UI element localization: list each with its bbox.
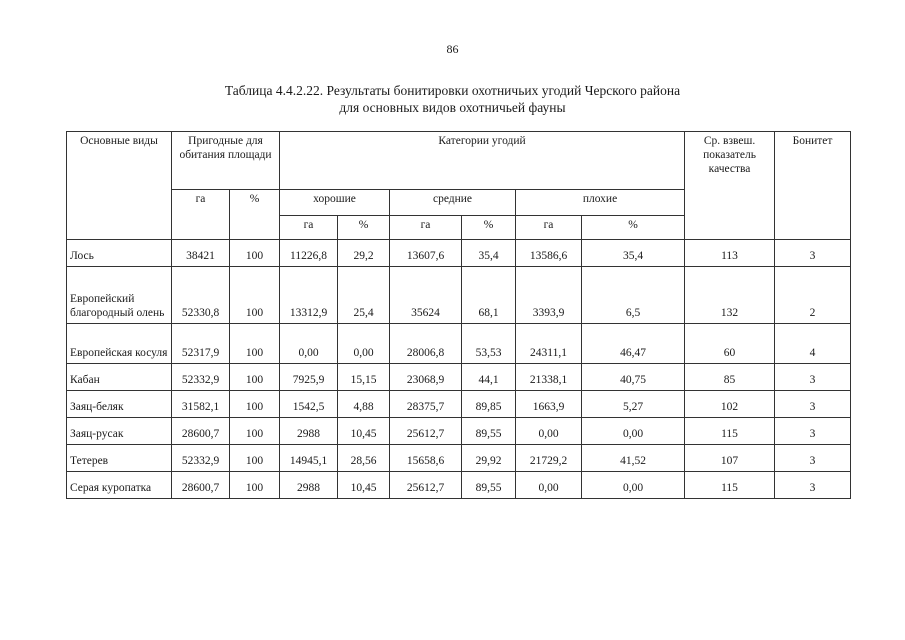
table-row [67,324,851,364]
cell-bonitet: 2 [775,267,851,324]
cell-good-pct: 0,00 [338,324,390,364]
cell-area-pct: 100 [230,445,280,472]
header-area-ha: га [172,190,230,240]
cell-medium-pct: 89,55 [462,418,516,445]
caption-line-2: для основных видов охотничьей фауны [339,100,566,115]
caption-line-1: Таблица 4.4.2.22. Результаты бонитировки охотничьих угодий Черского района [224,83,681,98]
cell-species: Заяц-беляк [67,391,172,418]
cell-bonitet: 3 [775,472,851,499]
cell-area-ha: 52317,9 [172,324,230,364]
cell-area-pct: 100 [230,267,280,324]
header-species: Основные виды [67,132,172,240]
cell-poor-pct: 0,00 [582,418,685,445]
cell-good-pct: 25,4 [338,267,390,324]
cell-species: Лось [67,240,172,267]
cell-quality: 107 [685,445,775,472]
cell-poor-ha: 21729,2 [516,445,582,472]
cell-medium-pct: 89,85 [462,391,516,418]
cell-poor-ha: 0,00 [516,472,582,499]
cell-good-pct: 4,88 [338,391,390,418]
cell-medium-ha: 28375,7 [390,391,462,418]
cell-quality: 132 [685,267,775,324]
cell-bonitet: 4 [775,324,851,364]
cell-good-ha: 7925,9 [280,364,338,391]
cell-area-ha: 28600,7 [172,472,230,499]
cell-poor-pct: 5,27 [582,391,685,418]
cell-good-ha: 14945,1 [280,445,338,472]
cell-bonitet: 3 [775,418,851,445]
cell-good-ha: 2988 [280,418,338,445]
table-row [67,391,851,418]
cell-good-pct: 29,2 [338,240,390,267]
cell-medium-pct: 35,4 [462,240,516,267]
cell-good-ha: 2988 [280,472,338,499]
cell-area-pct: 100 [230,418,280,445]
cell-area-ha: 52330,8 [172,267,230,324]
cell-quality: 60 [685,324,775,364]
cell-medium-ha: 23068,9 [390,364,462,391]
cell-medium-ha: 35624 [390,267,462,324]
header-poor-pct: % [582,216,685,240]
table-row [67,445,851,472]
cell-good-pct: 10,45 [338,472,390,499]
table-row [67,472,851,499]
cell-area-pct: 100 [230,240,280,267]
cell-bonitet: 3 [775,445,851,472]
cell-poor-ha: 21338,1 [516,364,582,391]
cell-medium-pct: 44,1 [462,364,516,391]
cell-area-ha: 52332,9 [172,364,230,391]
cell-good-ha: 1542,5 [280,391,338,418]
cell-poor-ha: 13586,6 [516,240,582,267]
cell-bonitet: 3 [775,240,851,267]
cell-medium-pct: 29,92 [462,445,516,472]
cell-good-pct: 15,15 [338,364,390,391]
table-caption [0,82,905,116]
cell-species: Заяц-русак [67,418,172,445]
cell-area-ha: 38421 [172,240,230,267]
cell-good-pct: 10,45 [338,418,390,445]
cell-area-ha: 28600,7 [172,418,230,445]
header-categories: Категории угодий [280,132,685,190]
cell-species: Серая куропатка [67,472,172,499]
cell-species: Европейская косуля [67,324,172,364]
cell-good-pct: 28,56 [338,445,390,472]
cell-poor-pct: 35,4 [582,240,685,267]
cell-poor-ha: 1663,9 [516,391,582,418]
cell-medium-pct: 89,55 [462,472,516,499]
cell-quality: 115 [685,418,775,445]
table-row [67,240,851,267]
header-good: хорошие [280,190,390,216]
page-number: 86 [446,42,459,56]
header-suitable-area: Пригодные для обитания площади [172,132,280,190]
header-poor: плохие [516,190,685,216]
header-area-pct: % [230,190,280,240]
cell-medium-ha: 28006,8 [390,324,462,364]
cell-medium-pct: 68,1 [462,267,516,324]
header-bonitet: Бонитет [775,132,851,240]
cell-bonitet: 3 [775,391,851,418]
bonitet-table [66,131,851,499]
cell-poor-pct: 6,5 [582,267,685,324]
cell-poor-pct: 41,52 [582,445,685,472]
cell-area-ha: 31582,1 [172,391,230,418]
cell-area-ha: 52332,9 [172,445,230,472]
table-row [67,364,851,391]
header-good-pct: % [338,216,390,240]
cell-medium-ha: 25612,7 [390,418,462,445]
cell-poor-pct: 46,47 [582,324,685,364]
cell-quality: 115 [685,472,775,499]
cell-species: Тетерев [67,445,172,472]
cell-medium-ha: 15658,6 [390,445,462,472]
cell-good-ha: 11226,8 [280,240,338,267]
cell-species: Кабан [67,364,172,391]
cell-poor-pct: 40,75 [582,364,685,391]
cell-poor-pct: 0,00 [582,472,685,499]
cell-poor-ha: 24311,1 [516,324,582,364]
cell-quality: 113 [685,240,775,267]
cell-species: Европейский благородный олень [67,267,172,324]
header-good-ha: га [280,216,338,240]
header-row-1 [67,132,851,190]
header-medium-pct: % [462,216,516,240]
cell-poor-ha: 0,00 [516,418,582,445]
cell-quality: 85 [685,364,775,391]
header-poor-ha: га [516,216,582,240]
header-quality-index: Ср. взвеш. показатель качества [685,132,775,240]
table-row [67,267,851,324]
cell-medium-ha: 13607,6 [390,240,462,267]
cell-poor-ha: 3393,9 [516,267,582,324]
cell-area-pct: 100 [230,364,280,391]
cell-quality: 102 [685,391,775,418]
cell-good-ha: 0,00 [280,324,338,364]
cell-medium-pct: 53,53 [462,324,516,364]
cell-area-pct: 100 [230,472,280,499]
cell-bonitet: 3 [775,364,851,391]
cell-area-pct: 100 [230,391,280,418]
cell-area-pct: 100 [230,324,280,364]
table-row [67,418,851,445]
cell-medium-ha: 25612,7 [390,472,462,499]
header-medium-ha: га [390,216,462,240]
cell-good-ha: 13312,9 [280,267,338,324]
header-medium: средние [390,190,516,216]
table-body [67,132,851,499]
